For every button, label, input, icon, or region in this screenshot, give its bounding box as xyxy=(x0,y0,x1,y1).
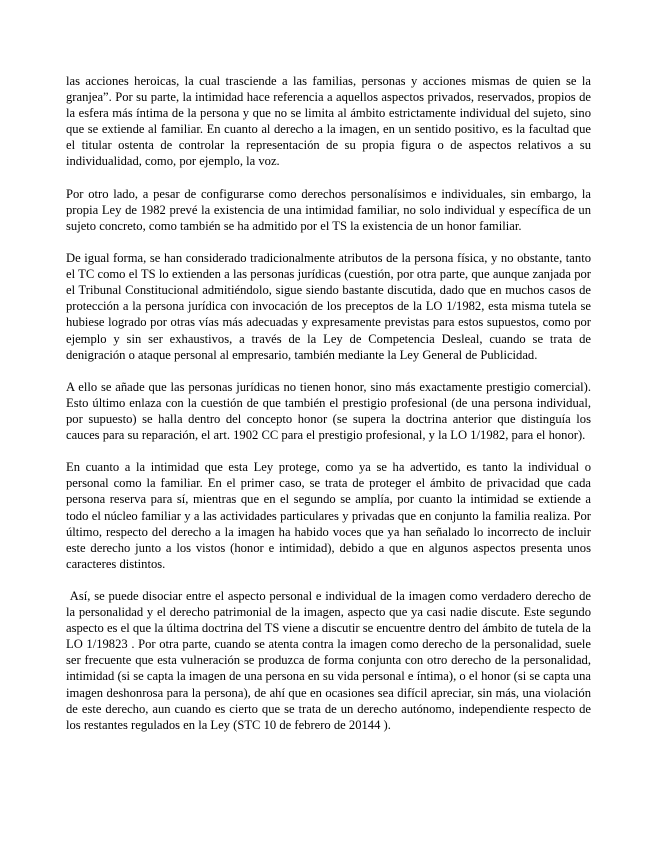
paragraph-6: Así, se puede disociar entre el aspecto personal e individual de la imagen como verdadero derecho de la personalidad y el derecho patrimonial de la imagen, aspecto que ya casi nadie discute. Este segundo aspecto es el que la última doctrina del TS viene a discutir se encuentre dentro del ámbito de tutela de la LO 1/19823 . Por otra parte, cuando se atenta contra la imagen como derecho de la personalidad, suele ser frecuente que esta vulneración se produzca de forma conjunta con otro derecho de la personalidad, intimidad (si se capta la imagen de una persona en su vida personal e íntima), o el honor (si se capta una imagen deshonrosa para la persona), de ahí que en ocasiones sea difícil apreciar, sin más, una violación de este derecho, aun cuando es cierto que se trata de un derecho autónomo, independiente respecto de los restantes regulados en la Ley (STC 10 de febrero de 20144 ). xyxy=(66,589,595,732)
paragraph-2: Por otro lado, a pesar de configurarse como derechos personalísimos e individuales, sin embargo, la propia Ley de 1982 prevé la existencia de una intimidad familiar, no solo individual y específica de un sujeto concreto, como también se ha admitido por el TS la existencia de un honor familiar. xyxy=(66,186,591,233)
paragraph-5: En cuanto a la intimidad que esta Ley protege, como ya se ha advertido, es tanto la individual o personal como la familiar. En el primer caso, se trata de proteger el ámbito de privacidad que cada persona reserva para sí, mientras que en el segundo se amplía, por cuanto la intimidad se extiende a todo el núcleo familiar y a las actividades particulares y privadas que en conjunto la familia realiza. Por último, respecto del derecho a la imagen ha habido voces que ya han señalado lo incorrecto de incluir este derecho junto a los vistos (honor e intimidad), debido a que en algunos aspectos presenta unos caracteres distintos. xyxy=(66,460,591,571)
paragraph-3: De igual forma, se han considerado tradicionalmente atributos de la persona física, y no obstante, tanto el TC como el TS lo extienden a las personas jurídicas (cuestión, por otra parte, que aunque zanjada por el Tribunal Constitucional admitiéndolo, sigue siendo bastante discutida, dado que en muchos casos de protección a la persona jurídica con invocación de los preceptos de la LO 1/1982, esta misma tutela se hubiese logrado por otras vías más adecuadas y expresamente previstas para estos supuestos, como por ejemplo y sin ser exhaustivos, a través de la Ley de Competencia Desleal, cuando se trata de denigración o ataque personal al empresario, también mediante la Ley General de Publicidad. xyxy=(66,251,591,362)
paragraph-1: las acciones heroicas, la cual trasciende a las familias, personas y acciones mismas de quien se la granjea”. Por su parte, la intimidad hace referencia a aquellos aspectos privados, reservados, propios de la esfera más íntima de la persona y que no se limita al ámbito estrictamente individual del sujeto, sino que se extiende al familiar. En cuanto al derecho a la imagen, en un sentido positivo, es la facultad que el titular ostenta de controlar la representación de su propia figura o de aspectos relativos a su individualidad, como, por ejemplo, la voz. xyxy=(66,74,591,169)
document-page xyxy=(66,73,595,749)
paragraph-4: A ello se añade que las personas jurídicas no tienen honor, sino más exactamente prestigio comercial). Esto último enlaza con la cuestión de que también el prestigio profesional (de una persona individual, por supuesto) se halla dentro del concepto honor (se supera la doctrina anterior que distinguía los cauces para su reparación, el art. 1902 CC para el prestigio profesional, y la LO 1/1982, para el honor). xyxy=(66,379,591,443)
